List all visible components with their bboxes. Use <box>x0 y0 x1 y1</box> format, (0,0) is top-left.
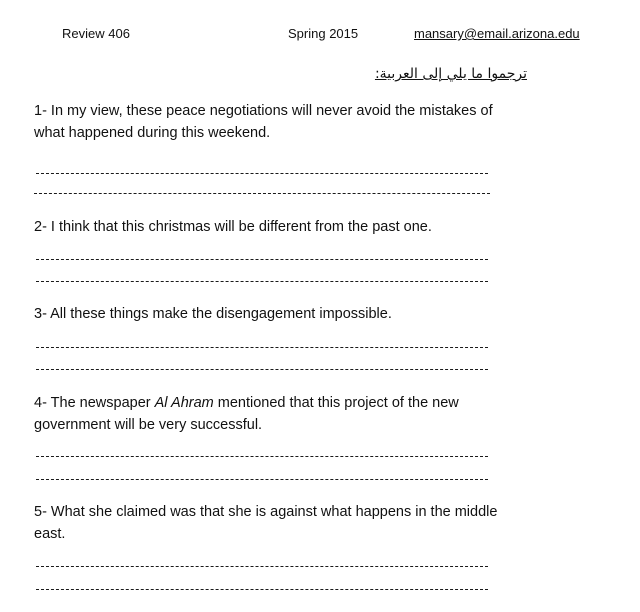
answer-line-3a[interactable] <box>36 347 488 348</box>
question-5: 5- What she claimed was that she is against what happens in the middle east. <box>34 504 498 542</box>
question-4-italic: Al Ahram <box>154 395 214 411</box>
answer-line-2b[interactable] <box>36 281 488 282</box>
question-4-suffix: mentioned that this project of the new government will be very successful. <box>34 395 459 433</box>
answer-line-5b[interactable] <box>36 589 488 590</box>
question-4-prefix: 4- The newspaper <box>34 395 155 411</box>
question-4 <box>34 392 504 436</box>
question-2: 2- I think that this christmas will be different from the past one. <box>34 219 432 235</box>
answer-line-1b[interactable] <box>34 193 490 194</box>
answer-line-4a[interactable] <box>36 456 488 457</box>
answer-line-5a[interactable] <box>36 566 488 567</box>
instructions-heading: ترجموا ما يلي إلى العربية: <box>374 66 527 82</box>
header-email-link[interactable]: mansary@email.arizona.edu <box>414 26 580 41</box>
question-3: 3- All these things make the disengagement impossible. <box>34 306 392 322</box>
answer-line-2a[interactable] <box>36 259 488 260</box>
answer-line-3b[interactable] <box>36 369 488 370</box>
header-course: Review 406 <box>62 26 130 41</box>
answer-line-1a[interactable] <box>36 173 488 174</box>
question-1: 1- In my view, these peace negotiations will never avoid the mistakes of what happened during this weekend. <box>34 103 493 141</box>
answer-line-4b[interactable] <box>36 479 488 480</box>
header-term: Spring 2015 <box>288 26 359 41</box>
